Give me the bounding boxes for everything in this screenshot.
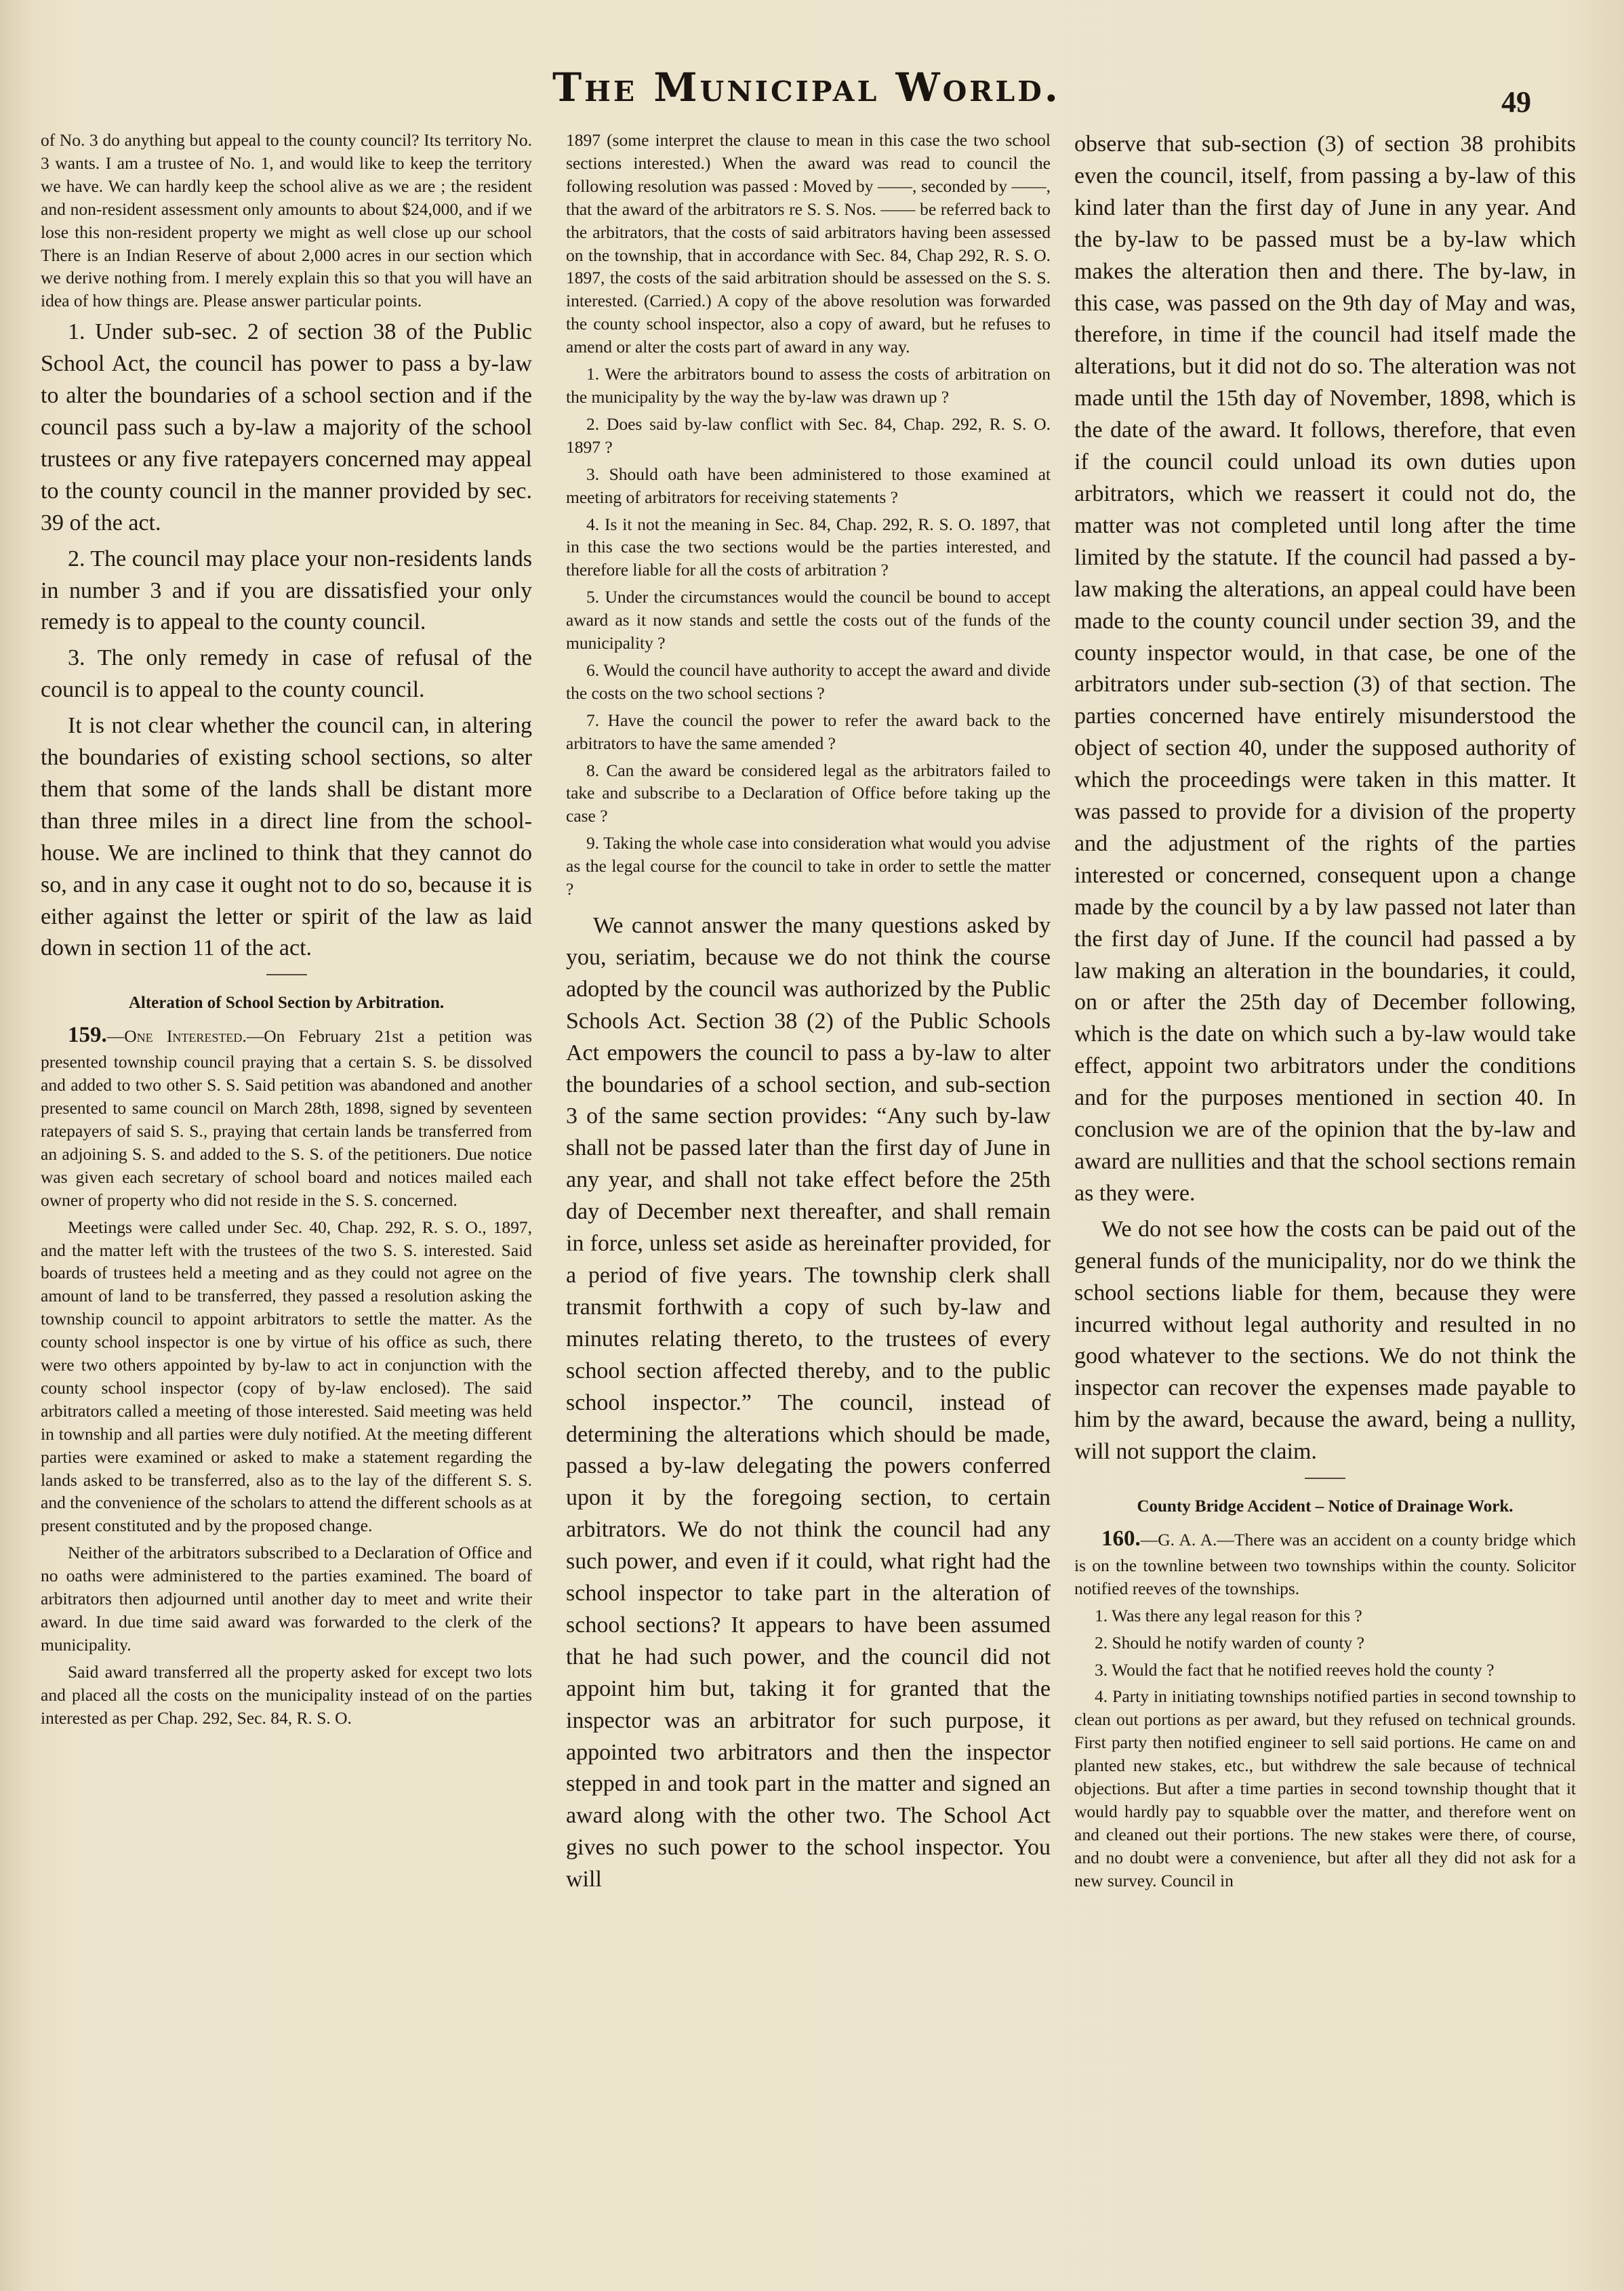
section-divider [266,974,307,975]
list-item: 7. Have the council the power to refer the award back to the arbitrators to have the same amended ? [566,710,1051,753]
list-item: 2. Does said by-law conflict with Sec. 84, Chap. 292, R. S. O. 1897 ? [566,413,1051,457]
list-item: 5. Under the circumstances would the council be bound to accept award as it now stands and settle the costs out of the funds of the municipality ? [566,587,1051,653]
list-item: 1. Was there any legal reason for this ? [1095,1605,1362,1625]
column-left [41,129,532,2277]
answer-4: It is not clear whether the council can, in altering the boundaries of existing school sections, so alter them that some of the lands shall be distant more than three miles in a direct line from the school-house. We are inclined to think that they cannot do so, and in any case it ought not to do so, because it is either against the letter or spirit of the law as laid down in section 11 of the act. [41,713,532,961]
question-number: 159. [68,1023,107,1048]
question-159-paragraph-3: Neither of the arbitrators subscribed to a Declaration of Office and no oaths were administered to the parties examined. The board of arbitrators then adjourned until another day to meet and write their award. In due time said award was forwarded to the clerk of the municipality. [41,1543,532,1655]
section-heading-160: County Bridge Accident – Notice of Drainage Work. [1137,1497,1514,1516]
answer-3: 3. The only remedy in case of refusal of the council is to appeal to the county council. [41,645,532,703]
publication-title: The Municipal World. [552,64,1061,110]
question-body: —G. A. A.—There was an accident on a county bridge which is on the townline between two townships within the county. Solicitor notified reeves of the townships. [1074,1530,1576,1598]
letter-continuation: of No. 3 do anything but appeal to the county council? Its territory No. 3 wants. I am a trustee of No. 1, and would like to keep the territory we have. We can hardly keep the school alive as we are ; the resident and non-resident assessment only amounts to about $24,000, and if we lose this non-resident property we might as well close up our school There is an Indian Reserve of about 2,000 acres in our section which we derive nothing from. I merely explain this so that you will have an idea of how things are. Please answer particular points. [41,130,532,311]
column-middle [566,129,1051,2277]
section-divider [1305,1478,1345,1479]
answer-159: We cannot answer the many questions asked by you, seriatim, because we do not think the course adopted by the council was authorized by the Public Schools Act. Section 38 (2) of the Public Schools Act empowers the council to pass a by-law to alter the boundaries of a school section, and sub-section 3 of the same section provides: “Any such by-law shall not be passed later than the first day of June in any year, and shall not take effect before the 25th day of December next thereafter, and shall remain in force, unless set aside as hereinafter provided, for a period of five years. The township clerk shall transmit forthwith a copy of such by-law and minutes relating thereto, to the trustees of every school section affected thereby, and to the public school inspector.” The council, instead of determining the alterations which should be made, passed a by-law delegating the powers conferred upon it by the foregoing section, to certain arbitrators. We do not think the council had any such power, and even if it could, what right had the school inspector to take part in the alteration of school sections? It appears to have been assumed that he had such power, and the council did not appoint him but, taking it for granted that the inspector was an arbitrator for such purpose, it appointed two arbitrators and then the inspector stepped in and took part in the matter and signed an award along with the other two. The School Act gives no such power to the school inspector. You will [566,913,1051,1892]
answer-159-paragraph-2: We do not see how the costs can be paid out of the general funds of the municipality, nor do we think the school sections liable for them, because they were incurred without legal authority and resulted in no good whatever to the sections. We do not think the inspector can recover the expenses made payable to him by the award, because the award, being a nullity, will not support the claim. [1074,1216,1576,1465]
list-item: 4. Is it not the meaning in Sec. 84, Chap. 292, R. S. O. 1897, that in this case the two sections would be the parties interested, and therefore liable for all the costs of arbitration ? [566,514,1051,580]
list-item: 9. Taking the whole case into consideration what would you advise as the legal course for the council to take in order to settle the matter ? [566,833,1051,899]
question-159-continuation: 1897 (some interpret the clause to mean in this case the two school sections interested.) When the award was read to council the following resolution was passed : Moved by ——, seconded by ——, that the award of the arbitrators re S. S. Nos. —— be referred back to the arbitrators, that the costs of said arbitrators having been assessed on the township, that in accordance with Sec. 84, Chap 292, R. S. O. 1897, the costs of the said arbitration should be assessed on the S. S. interested. (Carried.) A copy of the above resolution was forwarded the county school inspector, also a copy of award, but he refuses to amend or alter the costs part of award in any way. [566,130,1051,357]
correspondent-name: —One Interested. [106,1026,247,1047]
list-item: 2. Should he notify warden of county ? [1095,1632,1365,1653]
question-159-paragraph-4: Said award transferred all the property asked for except two lots and placed all the costs on the municipality instead of on the parties interested as per Chap. 292, Sec. 84, R. S. O. [41,1661,532,1728]
list-item: 6. Would the council have authority to accept the award and divide the costs on the two school sections ? [566,660,1051,703]
question-list-160 [1074,1604,1576,1892]
list-item: 1. Were the arbitrators bound to assess the costs of arbitration on the municipality by the way the by-law was drawn up ? [566,364,1051,407]
question-159 [41,1021,532,1211]
column-right [1074,129,1576,2277]
list-item: 4. Party in initiating townships notified parties in second township to clean out portions as per award, but they refused on technical grounds. First party then notified engineer to sell said portions. He came on and planted new stakes, etc., but withdrew the sale because of technical objections. But after a time parties in second township thought that it would hardly pay to squabble over the matter, and therefore went on and cleaned out their portions. The new stakes were there, of course, and no doubt were a convenience, but after all they did not ask for a new survey. Council in [1074,1686,1576,1890]
question-body: —On February 21st a petition was presented township council praying that a certain S. S. be dissolved and added to two other S. S. Said petition was abandoned and another presented to same council on March 28th, 1898, signed by seventeen ratepayers of said S. S., praying that certain lands be transferred from an adjoining S. S. and added to the S. S. of the petitioners. Due notice was given each secretary of school board and notices mailed each owner of property who did not reside in the S. S. concerned. [41,1026,532,1210]
masthead [0,64,1624,125]
list-item: 3. Should oath have been administered to those examined at meeting of arbitrators for receiving statements ? [566,464,1051,507]
question-160 [1074,1524,1576,1600]
section-heading-159: Alteration of School Section by Arbitration. [128,994,445,1013]
question-list-159 [566,363,1051,901]
answer-2: 2. The council may place your non-residents lands in number 3 and if you are dissatisfied your only remedy is to appeal to the county council. [41,546,532,635]
question-159-paragraph-2: Meetings were called under Sec. 40, Chap. 292, R. S. O., 1897, and the matter left with the trustees of the two S. S. interested. Said boards of trustees held a meeting and as they could not agree on the amount of land to be transferred, they passed a resolution asking the township council to appoint arbitrators to settle the matter. As the county school inspector is one by virtue of his office as such, there were two others appointed by by-law to act in conjunction with the county school inspector (copy of by-law enclosed). The said arbitrators called a meeting of those interested. Said meeting was held in township and all parties were duly notified. At the meeting different parties were examined or asked to make a statement regarding the lands asked to be transferred, also as to the lay of the different S. S. and the convenience of the scholars to attend the different schools as at present constituted and by the proposed change. [41,1217,532,1536]
list-item: 8. Can the award be considered legal as the arbitrators failed to take and subscribe to a Declaration of Office before taking up the case ? [566,760,1051,826]
page-number: 49 [1501,85,1531,119]
list-item: 3. Would the fact that he notified reeves hold the county ? [1095,1659,1495,1680]
answer-1: 1. Under sub-sec. 2 of section 38 of the Public School Act, the council has power to pass a by-law to alter the boundaries of a school section and if the council pass such a by-law a majority of the school trustees or any five ratepayers concerned may appeal to the county council in the manner provided by sec. 39 of the act. [41,319,532,535]
answer-159-continuation: observe that sub-section (3) of section 38 prohibits even the council, itself, from passing a by-law of this kind later than the first day of June in any year. And the by-law to be passed must be a by-law which makes the alteration then and there. The by-law, in this case, was passed on the 9th day of May and was, therefore, in time if the council had itself made the alterations, but it did not do so. The alteration was not made until the 15th day of November, 1898, which is the date of the award. It follows, therefore, that even if the council could unload its own duties upon arbitrators, which we reassert it could not do, the matter was not completed until long after the time limited by the statute. If the council had passed a by-law making the alterations, an appeal could have been made to the county council under section 39, and the county inspector would, in that case, be one of the arbitrators under sub-section (3) of that section. The parties concerned have entirely misunderstood the object of section 40, under the supposed authority of which the proceedings were taken in this matter. It was passed to provide for a division of the property and the adjustment of the rights of the parties interested or concerned, consequent upon a change made by the council by a by law passed not later than the first day of June. If the council had passed a by law making an alteration in the boundaries, it could, on or after the 25th day of December following, which is the date on which such a by-law would take effect, appoint two arbitrators under the conditions and for the purposes mentioned in section 40. In conclusion we are of the opinion that the by-law and award are nullities and that the school sections remain as they were. [1074,131,1576,1206]
question-number: 160. [1101,1526,1141,1552]
